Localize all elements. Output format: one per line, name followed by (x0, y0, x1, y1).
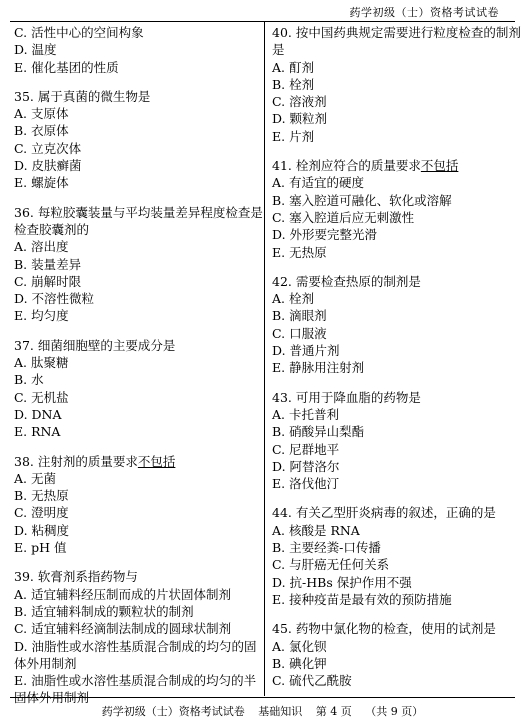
option: D. 普通片剂 (272, 343, 340, 359)
option: E. 洛伐他汀 (272, 476, 340, 492)
footer-text (0, 703, 525, 719)
option: B. 主要经粪-口传播 (272, 540, 381, 556)
option: C. 塞入腔道后应无刺激性 (272, 209, 415, 225)
option: E. 油脂性或水溶性基质混合制成的均匀的半固体外用制剂 (14, 673, 257, 706)
option: C. 口服液 (272, 325, 327, 341)
question-35 (14, 88, 264, 192)
option: C. 崩解时限 (14, 273, 82, 289)
question-stem: 36. 每粒胶囊装量与平均装量差异程度检查是检查胶囊剂的 (14, 204, 263, 237)
question-stem: 40. 按中国药典规定需要进行粒度检查的制剂是 (272, 25, 521, 58)
option: E. RNA (14, 424, 61, 440)
footer-title: 药学初级（士）资格考试试卷 (101, 705, 245, 718)
option: A. 有适宜的硬度 (272, 175, 364, 191)
option: D. 阿替洛尔 (272, 458, 340, 474)
option: E. pH 值 (14, 540, 67, 556)
option: A. 溶出度 (14, 239, 69, 255)
option: A. 栓剂 (272, 291, 314, 307)
option: E. 片剂 (272, 128, 315, 144)
column-divider (264, 22, 265, 696)
question-stem: 44. 有关乙型肝炎病毒的叙述，正确的是 (272, 505, 496, 521)
question-stem: 35. 属于真菌的微生物是 (14, 88, 151, 104)
page-header (0, 0, 525, 22)
option: E. 催化基团的性质 (14, 59, 119, 75)
option: B. 水 (14, 372, 44, 388)
question-41 (272, 157, 522, 261)
option: B. 塞入腔道可融化、软化或溶解 (272, 192, 452, 208)
continued-options (14, 24, 264, 76)
question-stem: 43. 可用于降血脂的药物是 (272, 389, 421, 405)
left-column (14, 24, 264, 707)
negation-marker: 不包括 (420, 158, 459, 174)
option: D. 粘稠度 (14, 522, 70, 538)
option: A. 卡托普利 (272, 406, 339, 422)
option: E. 螺旋体 (14, 175, 69, 191)
option: A. 氯化钡 (272, 638, 327, 654)
option: D. DNA (14, 406, 62, 422)
question-36 (14, 204, 264, 325)
negation-marker: 不包括 (137, 453, 176, 469)
option: A. 支原体 (14, 106, 69, 122)
footer-subject: 基础知识 (258, 705, 303, 718)
option: C. 硫代乙酰胺 (272, 673, 352, 689)
option: C. 适宜辅料经滴制法制成的圆球状制剂 (14, 621, 232, 637)
footer-total: （共 9 页） (365, 705, 424, 718)
option: C. 活性中心的空间构象 (14, 25, 144, 40)
question-40 (272, 24, 522, 145)
option: B. 硝酸异山梨酯 (272, 424, 365, 440)
option: B. 装量差异 (14, 256, 82, 272)
option: B. 碘化钾 (272, 655, 327, 671)
right-column (272, 24, 522, 689)
question-45 (272, 620, 522, 689)
option: A. 适宜辅料经压制而成的片状固体制剂 (14, 586, 231, 602)
question-44 (272, 504, 522, 608)
option: A. 酊剂 (272, 59, 314, 75)
option: A. 核酸是 RNA (272, 522, 360, 538)
option: B. 无热原 (14, 488, 69, 504)
page-footer (0, 697, 525, 721)
option: E. 无热原 (272, 244, 327, 260)
option: D. 皮肤癣菌 (14, 158, 82, 174)
question-37 (14, 337, 264, 441)
stem-text: 41. 栓剂应符合的质量要求 (272, 158, 421, 174)
stem-text: 38. 注射剂的质量要求 (14, 453, 138, 469)
header-title: 药学初级（士）资格考试试卷 (349, 6, 499, 19)
option: C. 立克次体 (14, 140, 82, 156)
option: A. 肽聚糖 (14, 355, 69, 371)
question-stem: 37. 细菌细胞壁的主要成分是 (14, 337, 176, 353)
option: E. 均匀度 (14, 308, 69, 324)
option: C. 澄明度 (14, 505, 69, 521)
option: C. 尼群地平 (272, 441, 340, 457)
question-stem (272, 157, 522, 174)
option: E. 接种疫苗是最有效的预防措施 (272, 591, 452, 607)
option: D. 温度 (14, 42, 57, 58)
option: D. 抗-HBs 保护作用不强 (272, 574, 412, 590)
footer-page: 第 4 页 (315, 705, 352, 718)
option: B. 滴眼剂 (272, 308, 327, 324)
option: D. 油脂性或水溶性基质混合制成的均匀的固体外用制剂 (14, 638, 257, 671)
question-38 (14, 453, 264, 557)
option: B. 栓剂 (272, 76, 315, 92)
header-rule (10, 21, 515, 22)
option: D. 外形要完整光滑 (272, 227, 378, 243)
option: E. 静脉用注射剂 (272, 360, 365, 376)
question-stem: 42. 需要检查热原的制剂是 (272, 273, 421, 289)
question-39 (14, 568, 264, 706)
option: D. 不溶性微粒 (14, 291, 95, 307)
question-stem (14, 453, 264, 470)
question-stem: 39. 软膏剂系指药物与 (14, 569, 138, 585)
question-43 (272, 389, 522, 493)
option: C. 无机盐 (14, 389, 69, 405)
option: C. 溶液剂 (272, 94, 327, 110)
option: B. 衣原体 (14, 123, 69, 139)
option: A. 无菌 (14, 470, 56, 486)
option: B. 适宜辅料制成的颗粒状的制剂 (14, 603, 194, 619)
option: C. 与肝癌无任何关系 (272, 557, 390, 573)
footer-rule (10, 697, 515, 698)
option: D. 颗粒剂 (272, 111, 328, 127)
question-42 (272, 273, 522, 377)
question-stem: 45. 药物中氯化物的检查，使用的试剂是 (272, 621, 496, 637)
